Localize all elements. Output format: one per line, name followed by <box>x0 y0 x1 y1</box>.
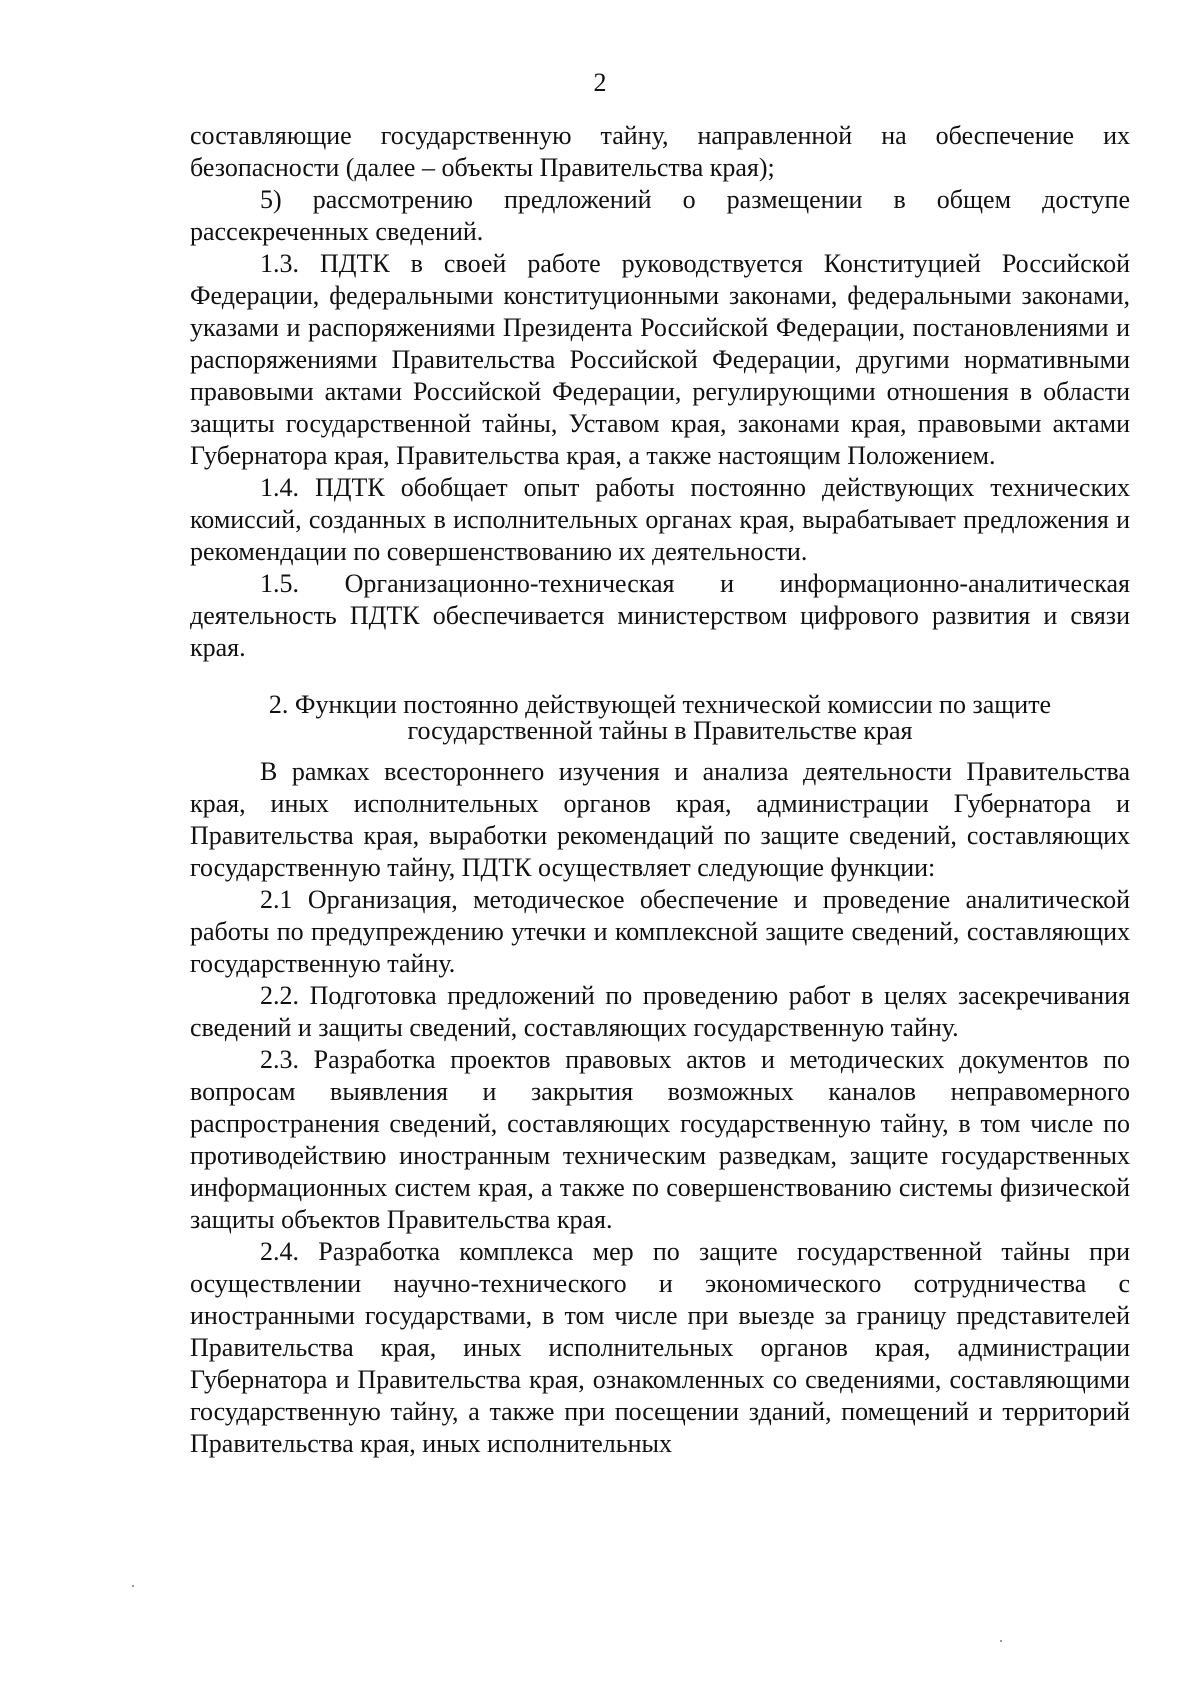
paragraph: 2.4. Разработка комплекса мер по защите государственной тайны при осуществлении научно-технического и экономического сотрудничества с иностранными государствами, в том числе при выезде за границу представителей Правительства края, иных исполнительных органов края, администрации Губернатора и Правительства края, ознакомленных со сведениями, составляющими государственную тайну, а также при посещении зданий, помещений и территорий Правительства края, иных исполнительных <box>190 1237 1130 1458</box>
paragraph: 5) рассмотрению предложений о размещении в общем доступе рассекреченных сведений. <box>190 185 1130 246</box>
scan-speck <box>132 1585 134 1587</box>
section-heading-line: государственной тайны в Правительстве края <box>407 716 913 745</box>
page-number: 2 <box>593 68 607 97</box>
paragraph: 2.3. Разработка проектов правовых актов и методических документов по вопросам выявления и закрытия возможных каналов неправомерного распространения сведений, составляющих государственную тайну, в том числе по противодействию иностранным техническим разведкам, защите государственных информационных систем края, а также по совершенствованию системы физической защиты объектов Правительства края. <box>190 1045 1130 1234</box>
paragraph: 2.1 Организация, методическое обеспечение и проведение аналитической работы по предупреждению утечки и комплексной защите сведений, составляющих государственную тайну. <box>190 885 1130 978</box>
paragraph: 1.5. Организационно-техническая и информационно-аналитическая деятельность ПДТК обеспечивается министерством цифрового развития и связи края. <box>190 569 1130 662</box>
paragraph: 1.4. ПДТК обобщает опыт работы постоянно действующих технических комиссий, созданных в исполнительных органах края, вырабатывает предложения и рекомендации по совершенствованию их деятельности. <box>190 473 1130 566</box>
section-heading-line: 2. Функции постоянно действующей технической комиссии по защите <box>268 690 1052 719</box>
paragraph: В рамках всестороннего изучения и анализа деятельности Правительства края, иных исполнительных органов края, администрации Губернатора и Правительства края, выработки рекомендаций по защите сведений, составляющих государственную тайну, ПДТК осуществляет следующие функции: <box>190 757 1130 882</box>
paragraph: 1.3. ПДТК в своей работе руководствуется Конституцией Российской Федерации, федеральными конституционными законами, федеральными законами, указами и распоряжениями Президента Российской Федерации, постановлениями и распоряжениями Правительства Российской Федерации, другими нормативными правовыми актами Российской Федерации, регулирующими отношения в области защиты государственной тайны, Уставом края, законами края, правовыми актами Губернатора края, Правительства края, а также настоящим Положением. <box>190 249 1130 470</box>
paragraph: составляющие государственную тайну, направленной на обеспечение их безопасности (далее – объекты Правительства края); <box>190 121 1130 182</box>
section-heading <box>190 692 1130 744</box>
paragraph: 2.2. Подготовка предложений по проведению работ в целях засекречивания сведений и защиты сведений, составляющих государственную тайну. <box>190 981 1130 1042</box>
scan-speck <box>1000 1640 1002 1642</box>
document-body <box>190 120 1130 1460</box>
